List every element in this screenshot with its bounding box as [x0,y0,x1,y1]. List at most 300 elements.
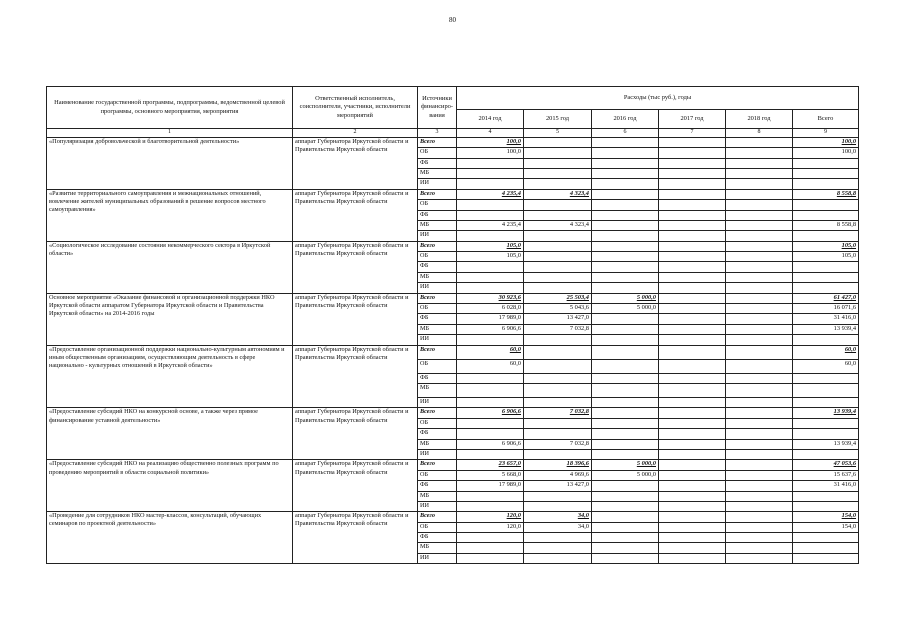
amount-cell [524,398,592,408]
amount-cell [726,137,793,147]
amount-cell [726,418,793,428]
funding-source: ИИ [418,449,457,459]
amount-cell: 7 032,8 [524,324,592,334]
funding-source: Всего [418,241,457,251]
executor: аппарат Губернатора Иркутской области и Правительства Иркутской области [293,460,418,512]
amount-cell: 6 028,0 [457,304,524,314]
amount-cell [457,491,524,501]
amount-cell [659,429,726,439]
amount-cell [726,439,793,449]
amount-total [793,262,859,272]
amount-cell [726,283,793,293]
funding-source: МБ [418,439,457,449]
measure-name: «Предоставление субсидий НКО на реализацию общественно полезных программ по проведению мероприятий в области социальной политики» [47,460,293,512]
amount-cell [592,501,659,511]
funding-source: МБ [418,384,457,398]
amount-cell [659,283,726,293]
amount-cell [726,272,793,282]
executor: аппарат Губернатора Иркутской области и Правительства Иркутской области [293,512,418,564]
funding-source: ИИ [418,335,457,345]
amount-total [793,533,859,543]
amount-cell: 4 235,4 [457,189,524,199]
amount-cell: 23 657,0 [457,460,524,470]
amount-total [793,335,859,345]
amount-total: 154,0 [793,522,859,532]
amount-cell [592,449,659,459]
amount-cell [659,449,726,459]
amount-total [793,553,859,563]
amount-cell [457,429,524,439]
header-source: Источники финансиро-вания [418,87,457,129]
amount-cell [524,501,592,511]
amount-cell [659,533,726,543]
amount-cell [659,241,726,251]
amount-cell [592,408,659,418]
amount-total [793,398,859,408]
amount-cell [659,398,726,408]
funding-source: ФБ [418,210,457,220]
amount-cell [524,543,592,553]
amount-cell [592,272,659,282]
amount-total: 61 427,0 [793,293,859,303]
amount-cell [524,179,592,189]
amount-cell [592,345,659,359]
header-year: 2016 год [592,110,659,129]
amount-cell [659,272,726,282]
amount-cell [524,335,592,345]
amount-cell [659,137,726,147]
page-number: 80 [449,16,456,24]
amount-total: 31 416,0 [793,314,859,324]
funding-source: ИИ [418,231,457,241]
funding-source: Всего [418,512,457,522]
amount-cell [726,220,793,230]
amount-cell [726,179,793,189]
amount-cell: 100,0 [457,137,524,147]
amount-cell [592,262,659,272]
amount-cell [524,272,592,282]
amount-cell [726,252,793,262]
amount-total: 154,0 [793,512,859,522]
amount-cell [726,262,793,272]
amount-cell [457,283,524,293]
header-executor: Ответственный исполнитель, соисполнители, участники, исполнители мероприятий [293,87,418,129]
amount-cell [457,398,524,408]
amount-cell [524,449,592,459]
amount-cell [592,522,659,532]
amount-cell [524,231,592,241]
amount-cell [592,439,659,449]
column-number: 8 [726,129,793,138]
amount-cell [659,168,726,178]
measure-name: «Развитие территориального самоуправления и межнациональных отношений, вовлечение жителей муниципальных образований в решение вопросов местного самоуправления» [47,189,293,241]
amount-cell [592,179,659,189]
funding-source: МБ [418,491,457,501]
amount-total: 100,0 [793,148,859,158]
amount-total [793,158,859,168]
budget-table [46,86,859,564]
amount-cell [659,189,726,199]
amount-cell [592,373,659,383]
funding-source: ФБ [418,373,457,383]
amount-cell [457,553,524,563]
amount-cell [592,314,659,324]
amount-total: 60,0 [793,359,859,373]
amount-cell [659,359,726,373]
amount-total [793,272,859,282]
funding-source: ОБ [418,470,457,480]
amount-cell: 120,0 [457,512,524,522]
amount-cell [726,501,793,511]
amount-total: 8 558,8 [793,220,859,230]
amount-cell [592,241,659,251]
amount-cell [659,179,726,189]
amount-cell [659,481,726,491]
amount-cell: 105,0 [457,241,524,251]
amount-cell [592,200,659,210]
amount-cell [457,262,524,272]
amount-cell [592,210,659,220]
amount-cell [726,512,793,522]
amount-cell [726,470,793,480]
amount-cell [524,283,592,293]
amount-cell [457,168,524,178]
measure-name: «Предоставление субсидий НКО на конкурсной основе, а также через прямое финансирование уставной деятельности» [47,408,293,460]
amount-cell [457,200,524,210]
amount-cell: 6 906,6 [457,324,524,334]
amount-cell: 4 323,4 [524,220,592,230]
amount-cell [726,429,793,439]
amount-cell [457,384,524,398]
column-number: 5 [524,129,592,138]
amount-cell [659,553,726,563]
amount-cell [524,553,592,563]
table-row [47,408,859,418]
amount-cell: 6 906,6 [457,408,524,418]
amount-cell: 6 906,6 [457,439,524,449]
funding-source: ИИ [418,283,457,293]
executor: аппарат Губернатора Иркутской области и Правительства Иркутской области [293,408,418,460]
amount-cell: 18 396,6 [524,460,592,470]
amount-cell [457,501,524,511]
amount-cell: 100,0 [457,148,524,158]
amount-cell [592,359,659,373]
header-year: 2018 год [726,110,793,129]
amount-cell [726,553,793,563]
amount-total [793,491,859,501]
amount-cell [592,429,659,439]
amount-total: 31 416,0 [793,481,859,491]
amount-cell [726,324,793,334]
amount-cell: 105,0 [457,252,524,262]
amount-cell [726,408,793,418]
funding-source: ОБ [418,200,457,210]
amount-cell [592,512,659,522]
amount-cell [659,373,726,383]
amount-cell [659,439,726,449]
amount-cell [726,148,793,158]
amount-cell: 5 000,0 [592,304,659,314]
amount-cell [726,200,793,210]
amount-cell [659,345,726,359]
amount-cell [592,189,659,199]
amount-cell [726,460,793,470]
amount-cell: 4 235,4 [457,220,524,230]
amount-cell: 4 969,6 [524,470,592,480]
amount-cell: 13 427,0 [524,481,592,491]
amount-cell [726,533,793,543]
amount-total: 60,0 [793,345,859,359]
amount-cell: 4 323,4 [524,189,592,199]
funding-source: ФБ [418,262,457,272]
table-row [47,241,859,251]
amount-total [793,429,859,439]
funding-source: Всего [418,137,457,147]
amount-cell [726,481,793,491]
funding-source: ИИ [418,553,457,563]
amount-cell [659,491,726,501]
amount-cell [524,262,592,272]
amount-cell [726,241,793,251]
amount-cell [659,252,726,262]
amount-cell [659,220,726,230]
amount-total [793,543,859,553]
measure-name: «Проведение для сотрудников НКО мастер-классов, консультаций, обучающих семинаров по проектной деятельности» [47,512,293,564]
header-expenses: Расходы (тыс руб.), годы [457,87,859,110]
column-number: 3 [418,129,457,138]
amount-cell [659,324,726,334]
amount-cell [524,418,592,428]
column-number: 4 [457,129,524,138]
table-row [47,512,859,522]
amount-cell [592,220,659,230]
amount-total [793,200,859,210]
amount-cell [659,335,726,345]
amount-cell [592,491,659,501]
column-number: 7 [659,129,726,138]
amount-cell: 120,0 [457,522,524,532]
funding-source: ФБ [418,158,457,168]
funding-source: Всего [418,460,457,470]
amount-cell [659,418,726,428]
amount-total [793,384,859,398]
executor: аппарат Губернатора Иркутской области и Правительства Иркутской области [293,189,418,241]
amount-cell [592,398,659,408]
amount-cell: 5 668,0 [457,470,524,480]
amount-cell: 5 000,0 [592,293,659,303]
amount-total: 13 939,4 [793,439,859,449]
funding-source: ИИ [418,501,457,511]
amount-cell [659,262,726,272]
amount-cell: 5 000,0 [592,470,659,480]
amount-cell [726,522,793,532]
amount-cell [726,345,793,359]
amount-cell [524,158,592,168]
amount-cell: 5 043,6 [524,304,592,314]
executor: аппарат Губернатора Иркутской области и Правительства Иркутской области [293,137,418,189]
amount-cell: 7 032,8 [524,408,592,418]
amount-total: 105,0 [793,241,859,251]
amount-cell [592,481,659,491]
amount-total [793,501,859,511]
funding-source: МБ [418,220,457,230]
amount-cell [524,200,592,210]
funding-source: Всего [418,345,457,359]
amount-total: 13 939,4 [793,408,859,418]
amount-cell [592,252,659,262]
amount-total [793,373,859,383]
amount-cell [524,373,592,383]
column-number: 9 [793,129,859,138]
funding-source: ИИ [418,398,457,408]
amount-cell [524,137,592,147]
funding-source: ОБ [418,304,457,314]
amount-cell [524,429,592,439]
amount-cell [524,148,592,158]
amount-cell [659,543,726,553]
amount-total: 105,0 [793,252,859,262]
amount-cell [726,335,793,345]
amount-cell [457,335,524,345]
amount-cell [726,398,793,408]
amount-cell [726,304,793,314]
funding-source: МБ [418,543,457,553]
amount-cell [457,373,524,383]
amount-cell [457,179,524,189]
funding-source: Всего [418,293,457,303]
header-year: 2017 год [659,110,726,129]
amount-total: 15 637,6 [793,470,859,480]
amount-cell [592,553,659,563]
amount-cell [726,543,793,553]
amount-cell [457,272,524,282]
funding-source: ФБ [418,533,457,543]
amount-cell [726,231,793,241]
header-year: 2014 год [457,110,524,129]
amount-total [793,449,859,459]
amount-cell: 30 923,6 [457,293,524,303]
amount-cell: 5 000,0 [592,460,659,470]
amount-cell [659,158,726,168]
amount-cell [726,314,793,324]
amount-cell [524,252,592,262]
amount-cell [457,543,524,553]
amount-total: 13 939,4 [793,324,859,334]
amount-cell [659,501,726,511]
amount-cell [659,408,726,418]
amount-cell [524,384,592,398]
amount-cell [457,210,524,220]
measure-name: «Социологическое исследование состояния некоммерческого сектора в Иркутской области» [47,241,293,293]
amount-cell [659,314,726,324]
amount-cell [592,168,659,178]
amount-cell [524,359,592,373]
amount-cell [726,189,793,199]
amount-cell [524,241,592,251]
amount-total [793,210,859,220]
amount-cell [726,210,793,220]
executor: аппарат Губернатора Иркутской области и Правительства Иркутской области [293,241,418,293]
executor: аппарат Губернатора Иркутской области и Правительства Иркутской области [293,345,418,408]
amount-cell [659,512,726,522]
amount-cell: 60,0 [457,345,524,359]
table-row [47,345,859,359]
amount-cell [726,491,793,501]
amount-cell [524,210,592,220]
amount-cell: 25 503,4 [524,293,592,303]
amount-cell [726,359,793,373]
header-program: Наименование государственной программы, подпрограммы, ведомственной целевой программы, основного мероприятия, мероприятия [47,87,293,129]
amount-total: 16 071,6 [793,304,859,314]
funding-source: ОБ [418,418,457,428]
amount-cell [457,231,524,241]
header-total: Всего [793,110,859,129]
column-number: 6 [592,129,659,138]
amount-cell [592,137,659,147]
amount-cell [592,231,659,241]
funding-source: Всего [418,408,457,418]
amount-total [793,418,859,428]
funding-source: ФБ [418,481,457,491]
amount-cell [726,158,793,168]
column-number: 2 [293,129,418,138]
amount-cell [659,200,726,210]
amount-cell [726,373,793,383]
amount-cell: 34,0 [524,522,592,532]
table-body [47,137,859,563]
amount-cell [592,418,659,428]
amount-total [793,283,859,293]
header-year: 2015 год [524,110,592,129]
amount-cell [457,533,524,543]
amount-cell [659,384,726,398]
funding-source: ФБ [418,429,457,439]
measure-name: Основное мероприятие «Оказание финансовой и организационной поддержки НКО Иркутской области аппаратом Губернатора Иркутской области и Правительства Иркутской области» на 2014-2016 годы [47,293,293,345]
executor: аппарат Губернатора Иркутской области и Правительства Иркутской области [293,293,418,345]
amount-cell [592,324,659,334]
funding-source: МБ [418,272,457,282]
amount-cell [659,304,726,314]
amount-cell [457,449,524,459]
amount-total [793,179,859,189]
funding-source: ОБ [418,148,457,158]
funding-source: ОБ [418,252,457,262]
column-number: 1 [47,129,293,138]
amount-cell [524,533,592,543]
amount-cell [726,168,793,178]
table-row [47,293,859,303]
amount-cell [592,384,659,398]
amount-cell [726,384,793,398]
amount-cell [726,293,793,303]
funding-source: МБ [418,168,457,178]
amount-total: 8 558,8 [793,189,859,199]
amount-total: 47 053,6 [793,460,859,470]
table-row [47,137,859,147]
amount-cell [659,148,726,158]
amount-cell: 17 989,0 [457,314,524,324]
amount-total: 100,0 [793,137,859,147]
funding-source: МБ [418,324,457,334]
amount-cell [524,168,592,178]
amount-cell: 13 427,0 [524,314,592,324]
amount-cell: 34,0 [524,512,592,522]
table-row [47,189,859,199]
amount-cell: 7 032,8 [524,439,592,449]
amount-cell [659,293,726,303]
amount-total [793,168,859,178]
measure-name: «Предоставление организационной поддержки национально-культурным автономиям и иным общественным организациям, осуществляющим деятельность в сфере национально - культурных отношений в Иркутской области» [47,345,293,408]
